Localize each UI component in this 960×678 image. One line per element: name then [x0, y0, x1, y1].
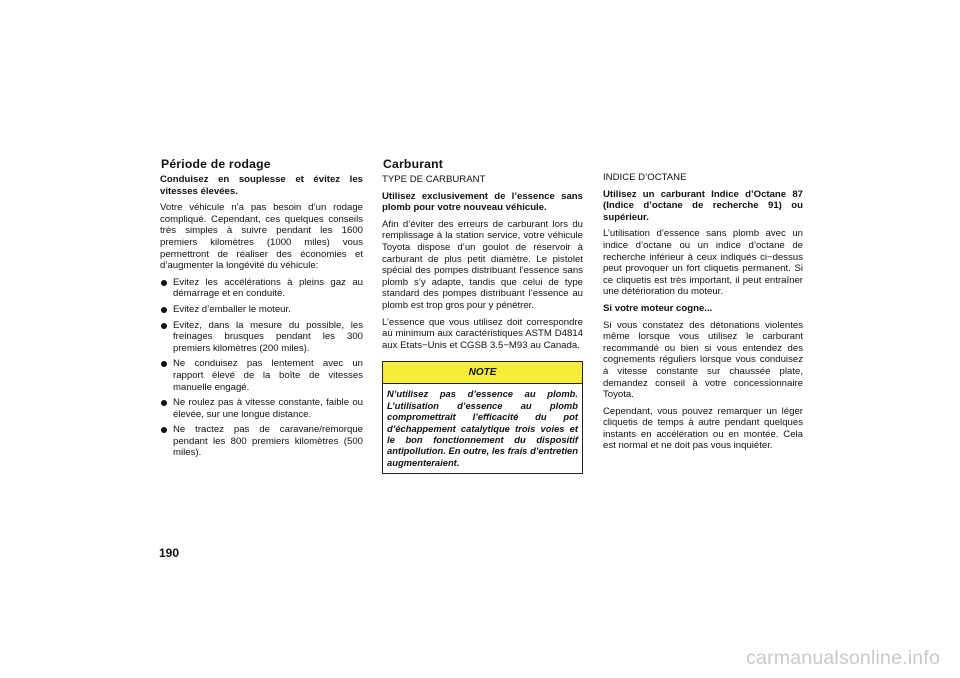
octane-paragraph: L’utilisation d’essence sans plomb avec un indice d’octane ou un indice d’octane de recherche inférieur à ceux indiqués ci−dessus peut provoquer un fort cliquetis permanent. Si ce cliquetis est très important, il peut entraîner une détérioration du moteur. — [603, 228, 803, 298]
middle-column — [382, 157, 583, 474]
bullet-icon — [161, 361, 167, 367]
right-column — [603, 172, 803, 457]
list-item: Ne roulez pas à vitesse constante, faible ou élevée, sur une longue distance. — [160, 397, 363, 420]
bullet-icon — [161, 307, 167, 313]
bullet-icon — [161, 280, 167, 286]
fuel-type-subheading: TYPE DE CARBURANT — [382, 174, 486, 185]
fuel-paragraph: Afin d’éviter des erreurs de carburant lors du remplissage à la station service, votre véhicule Toyota dispose d’un goulot de réservoir à carburant de plus petit diamètre. Le pistolet spécial des pompes distribuant l’essence sans plomb s’y adapte, tandis que celui de type standard des pompes distribuant l’essence au plomb est trop gros pour y pénétrer. — [382, 218, 583, 311]
fuel-type-lead: Utilisez exclusivement de l’essence sans plomb pour votre nouveau véhicule. — [382, 190, 583, 214]
break-in-lead: Conduisez en souplesse et évitez les vitesses élevées. — [160, 174, 363, 197]
list-item: Evitez d’emballer le moteur. — [160, 304, 363, 316]
note-body: N’utilisez pas d’essence au plomb. L’utilisation d’essence au plomb compromettrait l’efficacité du pot d’échappement catalytique trois voies et le bon fonctionnement du dispositif antipollution. En outre, les frais d’entretien augmenteraient. — [387, 388, 578, 468]
list-item: Ne tractez pas de caravane/remorque pendant les 800 premiers kilomètres (500 miles). — [160, 424, 363, 459]
note-box — [382, 361, 583, 474]
octane-paragraph: Cependant, vous pouvez remarquer un léger cliquetis de temps à autre pendant quelques instants en accélération ou en montée. Cela est normal et ne doit pas vous inquiéter. — [603, 405, 803, 452]
note-title: NOTE — [383, 362, 582, 384]
section-heading-break-in: Période de rodage — [161, 157, 271, 171]
break-in-list — [160, 277, 363, 459]
section-heading-fuel: Carburant — [383, 157, 444, 171]
list-item: Evitez, dans la mesure du possible, les freinages brusques pendant les 300 premiers kilomètres (200 miles). — [160, 320, 363, 355]
list-item: Evitez les accélérations à pleins gaz au démarrage et en conduite. — [160, 277, 363, 300]
bullet-icon — [161, 427, 167, 433]
list-item: Ne conduisez pas lentement avec un rapport élevé de la boîte de vitesses manuelle engagé. — [160, 358, 363, 393]
bullet-icon — [161, 323, 167, 329]
watermark: carmanualsonline.info — [746, 647, 940, 669]
engine-knock-heading: Si votre moteur cogne... — [603, 302, 713, 314]
octane-lead: Utilisez un carburant Indice d’Octane 87 (Indice d’octane de recherche 91) ou supérieur. — [603, 188, 803, 223]
page-number: 190 — [159, 546, 180, 560]
bullet-icon — [161, 400, 167, 406]
octane-subheading: INDICE D’OCTANE — [603, 172, 687, 183]
octane-paragraph: Si vous constatez des détonations violentes même lorsque vous utilisez le carburant recommandé ou bien si vous entendez des cognements réguliers lorsque vous conduisez à vitesse constante sur chaussée plate, demandez conseil à votre concessionnaire Toyota. — [603, 319, 803, 401]
break-in-intro: Votre véhicule n’a pas besoin d’un rodage compliqué. Cependant, ces quelques conseils très simples à suivre pendant les 1600 premiers kilomètres (1000 miles) vous permettront de réaliser des économies et d’augmenter la longévité du véhicule: — [160, 202, 363, 272]
left-column — [160, 157, 363, 463]
fuel-paragraph: L’essence que vous utilisez doit correspondre au minimum aux caractéristiques ASTM D4814 aux Etats−Unis et CGSB 3.5−M93 au Canada. — [382, 316, 583, 351]
